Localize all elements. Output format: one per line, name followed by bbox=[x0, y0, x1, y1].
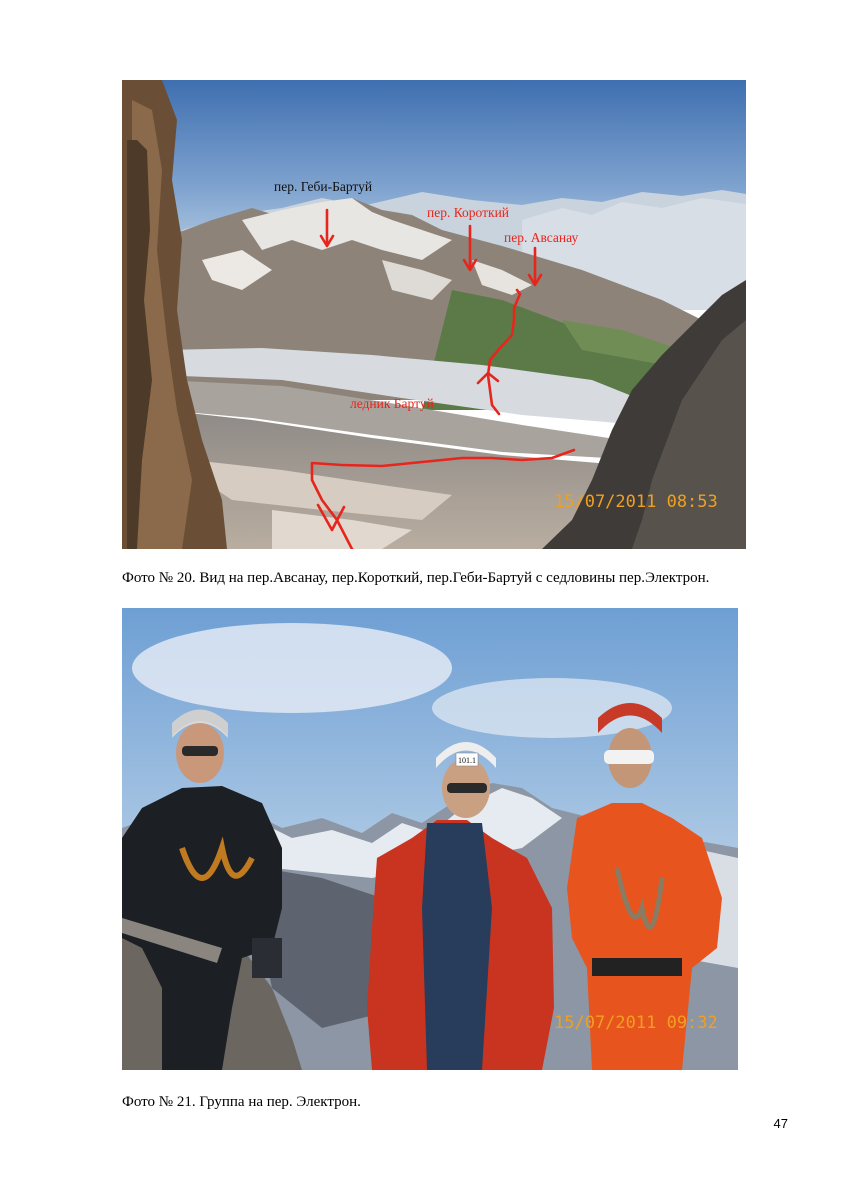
label-glacier-bartuy: ледник Бартуй bbox=[350, 396, 434, 411]
helmet-number: 101.1 bbox=[458, 756, 476, 765]
photo-caption-20: Фото № 20. Вид на пер.Авсанау, пер.Короткий, пер.Геби-Бартуй с седловины пер.Электрон. bbox=[122, 570, 710, 586]
label-korotky: пер. Короткий bbox=[427, 205, 510, 220]
mountain-route-illustration bbox=[122, 80, 746, 549]
mountain-route-photo bbox=[122, 80, 746, 549]
group-illustration bbox=[122, 608, 738, 1070]
photo-caption-21: Фото № 21. Группа на пер. Электрон. bbox=[122, 1094, 361, 1110]
page-number: 47 bbox=[773, 1116, 788, 1131]
label-gebi-bartuy: пер. Геби-Бартуй bbox=[274, 179, 373, 194]
photo-timestamp: 15/07/2011 09:32 bbox=[554, 1013, 718, 1033]
group-photo bbox=[122, 608, 738, 1070]
label-avsanau: пер. Авсанау bbox=[504, 230, 579, 245]
photo-timestamp: 15/07/2011 08:53 bbox=[554, 492, 718, 512]
